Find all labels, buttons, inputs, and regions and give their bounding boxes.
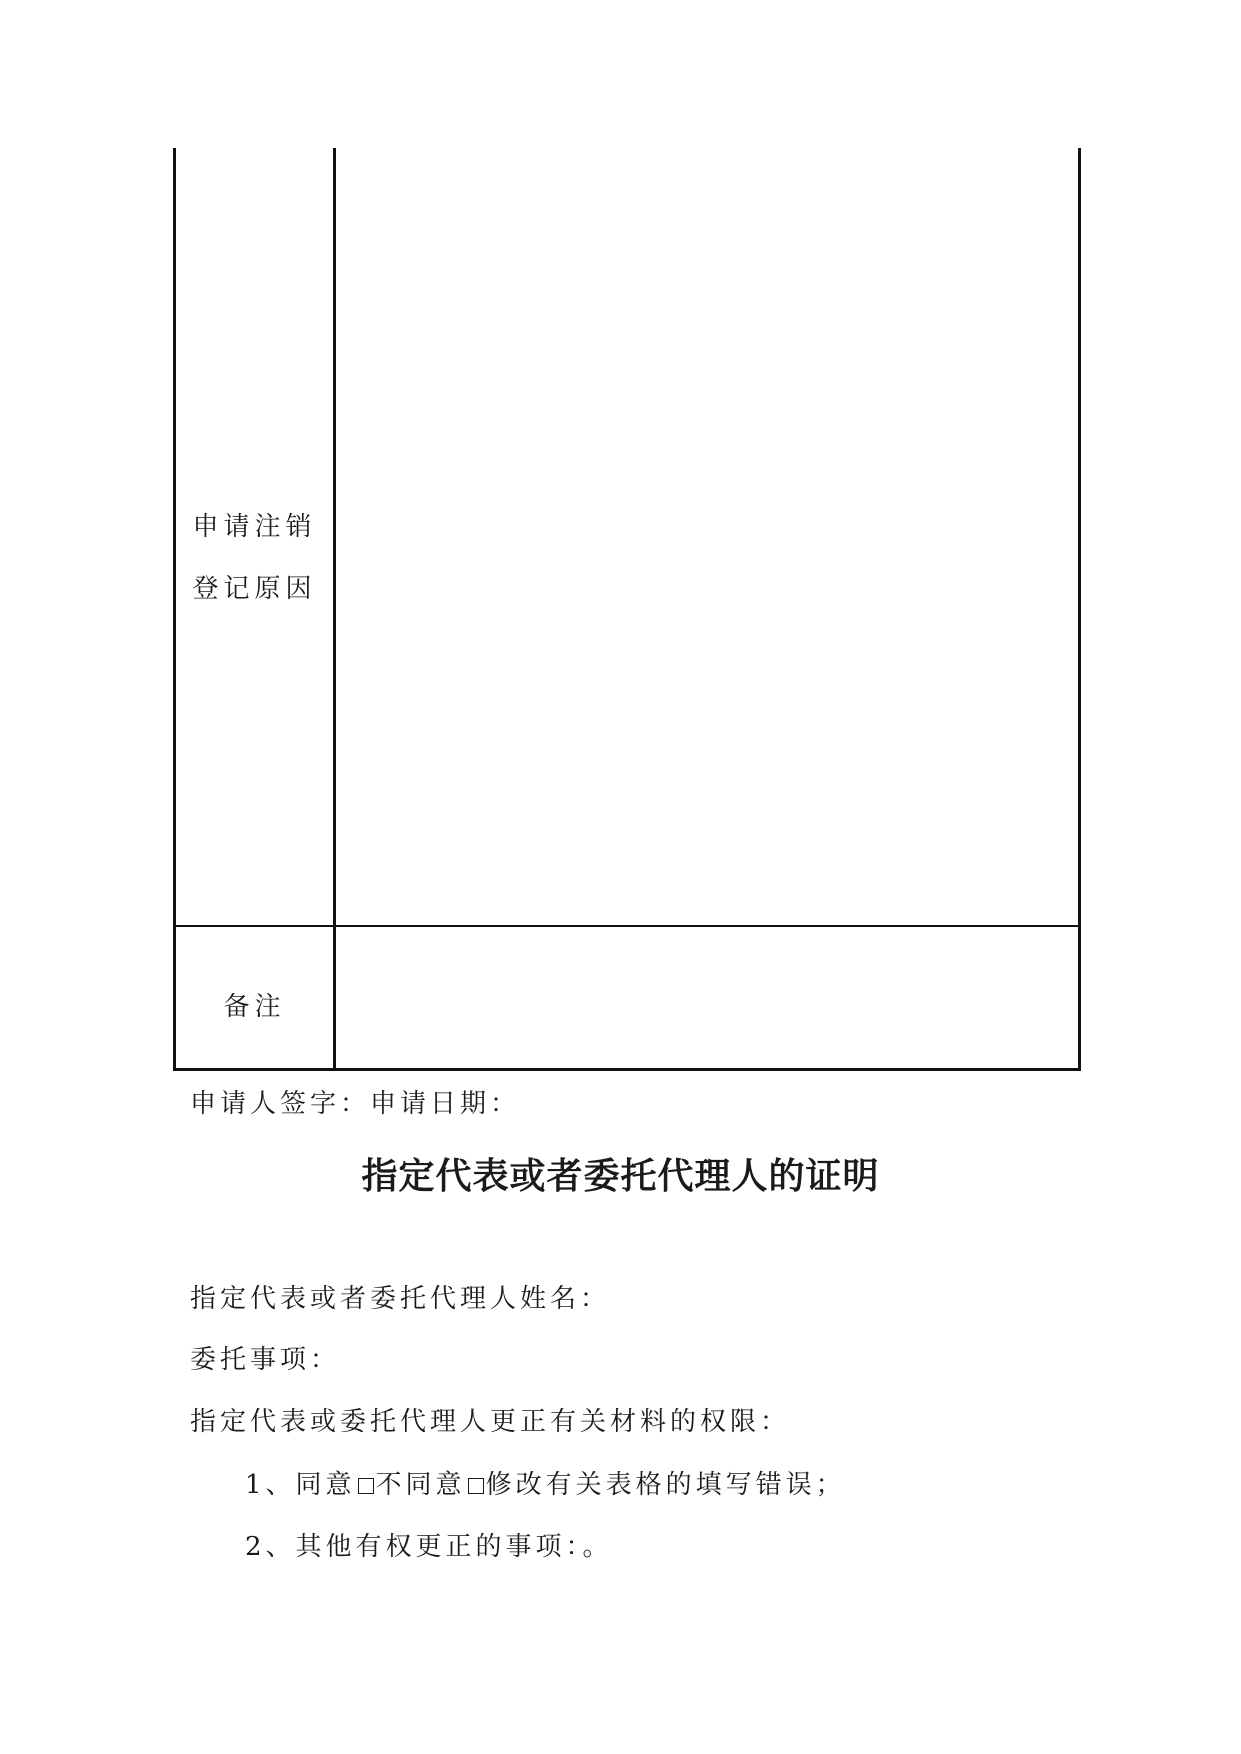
item1-suffix-text: 修改有关表格的填写错误；	[485, 1470, 846, 1500]
remark-field[interactable]	[336, 927, 1078, 1068]
entrusted-matters-label: 委托事项：	[190, 1345, 341, 1375]
disagree-checkbox[interactable]	[468, 1478, 484, 1494]
item1-disagree-text: 不同意	[375, 1470, 466, 1500]
authority-label: 指定代表或委托代理人更正有关材料的权限：	[190, 1407, 791, 1437]
cancellation-reason-label	[176, 496, 333, 620]
section-title: 指定代表或者委托代理人的证明	[361, 1155, 880, 1197]
item1-agree-text: 1、同意	[245, 1470, 356, 1500]
agree-checkbox[interactable]	[358, 1478, 374, 1494]
remark-label: 备注	[223, 992, 286, 1022]
authority-item-1	[245, 1468, 846, 1502]
cancellation-reason-field[interactable]	[336, 148, 1078, 925]
table-bottom-border	[173, 1068, 1081, 1071]
table-right-border	[1078, 148, 1081, 1071]
cancellation-reason-label-line2: 登记原因	[192, 574, 317, 604]
agent-name-label: 指定代表或者委托代理人姓名：	[190, 1284, 611, 1314]
signature-date-line: 申请人签字：申请日期：	[190, 1089, 521, 1119]
cancellation-reason-label-line1: 申请注销	[192, 512, 317, 542]
authority-item-2: 2、其他有权更正的事项：。	[245, 1532, 613, 1562]
